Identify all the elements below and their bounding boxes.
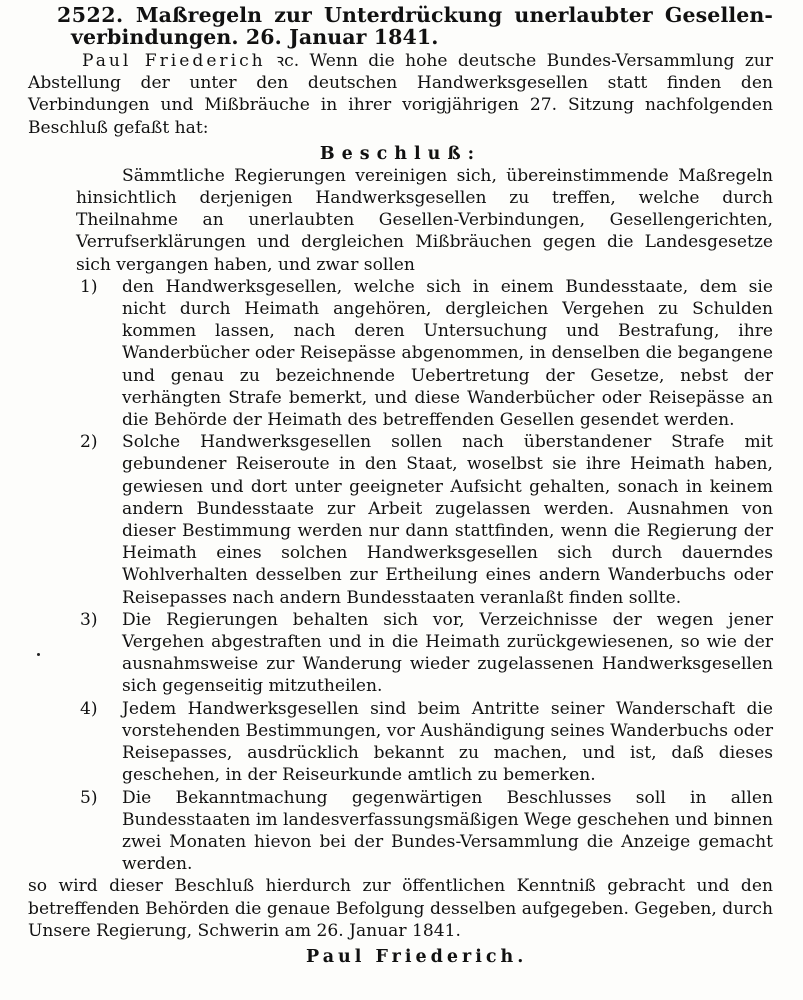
resolution-item-number: 1) (80, 276, 98, 297)
resolution-item-number: 2) (80, 432, 98, 453)
document-title-text: Maßregeln zur Unterdrückung unerlaubter Gesellen-verbindungen. 26. Januar 1841. (71, 3, 773, 49)
resolution-item-number: 5) (80, 787, 98, 808)
resolution-item (74, 276, 773, 431)
document-title (28, 4, 773, 48)
margin-speck (37, 653, 40, 656)
resolution-heading: Beschluß: (319, 143, 482, 164)
resolution-item-text: Solche Handwerksgesellen sollen nach überstandener Strafe mit gebundener Reiseroute in den Staat, woselbst sie ihre Heimath haben, gewiesen und dort unter geeigneter Aufsicht gehalten, sonach in keinem andern Bundesstaate zur Arbeit zugelassen werden. Ausnahmen von dieser Bestimmung werden nur dann stattfinden, wenn die Regierung der Heimath eines solchen Handwerksgesellen sich durch dauerndes Wohlverhalten desselben zur Ertheilung eines andern Wanderbuchs oder Reisepasses nach andern Bundesstaaten veranlaßt finden sollte. (122, 432, 773, 608)
closing-paragraph: so wird dieser Beschluß hierdurch zur öffentlichen Kenntniß gebracht und den betreffenden Behörden die genaue Befolgung desselben aufgegeben. Gegeben, durch Unsere Regierung, Schwerin am 26. Januar 1841. (28, 876, 773, 941)
intro-paragraph (28, 50, 773, 139)
resolution-item-text: Jedem Handwerksgesellen sind beim Antritte seiner Wanderschaft die vorstehenden Bestimmungen, vor Aushändigung seines Wanderbuchs oder Reisepasses, ausdrücklich bekannt zu machen, und ist, daß dieses geschehen, in der Reiseurkunde amtlich zu bemerken. (122, 698, 773, 786)
resolution-item (74, 431, 773, 609)
resolution-item (74, 609, 773, 698)
signature: Paul Friederich. (306, 946, 528, 967)
resolution-item-text: Die Regierungen behalten sich vor, Verzeichnisse der wegen jener Vergehen abgestraften und in die Heimath zurückgewiesenen, so wie der ausnahmsweise zur Wanderung wieder zugelassenen Handwerksgesellen sich gegenseitig mitzutheilen. (122, 609, 773, 697)
issuer-name: Paul Friederich (82, 51, 266, 71)
resolution-item (74, 698, 773, 787)
issuer-suffix: ꝛc. (265, 51, 300, 71)
resolution-item-text: Die Bekanntmachung gegenwärtigen Beschlusses soll in allen Bundesstaaten im landesverfassungsmäßigen Wege geschehen und binnen zwei Monaten hievon bei der Bundes-Versammlung die Anzeige gemacht werden. (122, 787, 773, 875)
resolution-item-text: den Handwerksgesellen, welche sich in einem Bundesstaate, dem sie nicht durch Heimath angehören, dergleichen Vergehen zu Schulden kommen lassen, nach deren Untersuchung und Bestrafung, ihre Wanderbücher oder Reisepässe abgenommen, in denselben die begangene und genau zu bezeichnende Uebertretung der Gesetze, nebst der verhängten Strafe bemerkt, und diese Wanderbücher oder Reisepässe an die Behörde der Heimath des betreffenden Gesellen gesendet werden. (122, 276, 773, 431)
document-number: 2522. (57, 3, 124, 27)
intro-text: Wenn die hohe deutsche Bundes-Versammlung zur Abstellung der unter den deutschen Handwerksgesellen statt finden den Verbindungen und Mißbräuche in ihrer vorigjährigen 27. Sitzung nachfolgenden Beschluß gefaßt hat: (28, 51, 774, 138)
resolution-item-number: 3) (80, 609, 98, 630)
resolution-preamble: Sämmtliche Regierungen vereinigen sich, übereinstimmende Maßregeln hinsichtlich derjenigen Handwerksgesellen zu treffen, welche durch Theilnahme an unerlaubten Gesellen-Verbindungen, Gesellengerichten, Verrufserklärungen und dergleichen Mißbräuchen gegen die Landesgesetze sich vergangen haben, und zwar sollen (76, 165, 773, 275)
resolution-item-number: 4) (80, 698, 98, 719)
resolution-item (74, 787, 773, 876)
resolution-items (28, 276, 773, 875)
